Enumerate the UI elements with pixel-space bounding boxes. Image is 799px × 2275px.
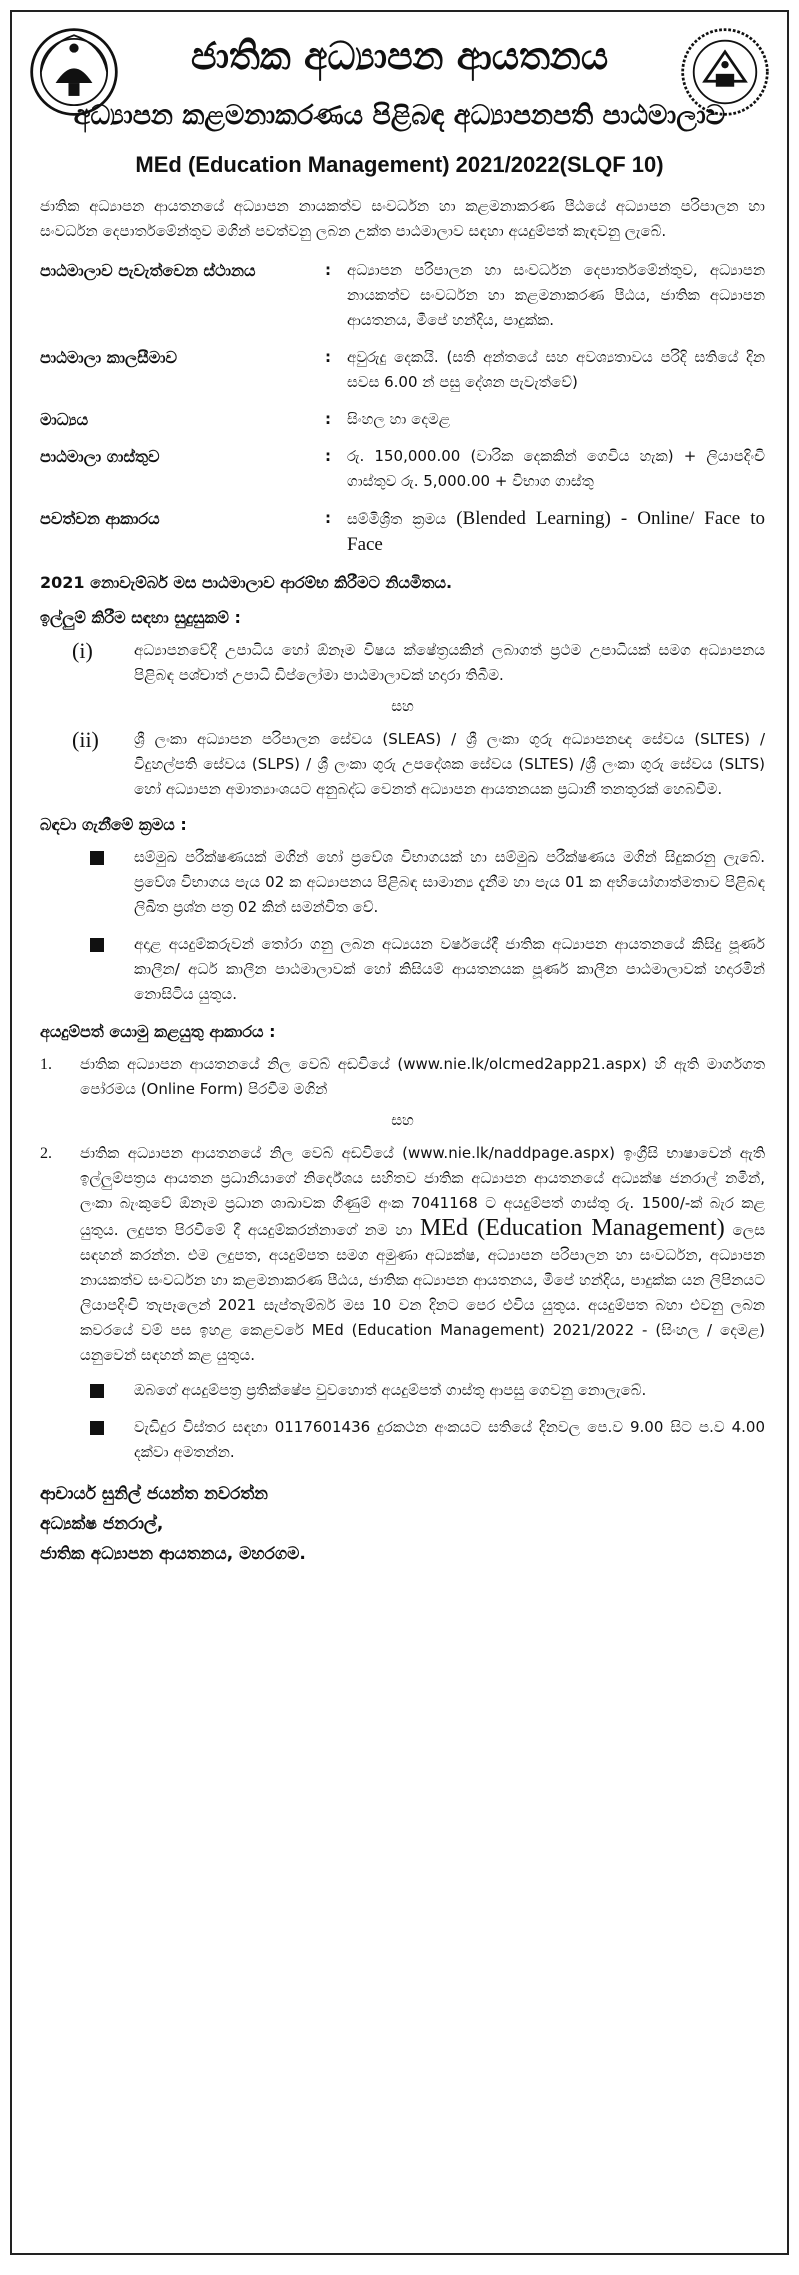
- colon: :: [325, 447, 331, 465]
- detail-value: [347, 506, 765, 558]
- item-number: 1.: [40, 1056, 52, 1073]
- detail-row-fee: [40, 444, 765, 494]
- program-title-en: MEd (Education Management) 2021/2022(SLQF 10): [135, 152, 664, 177]
- item-text: වැඩිදුර විස්තර සඳහා 0117601436 දුරකථන අංකයට සතියේ දිනවල පෙ.ව 9.00 සිට ප.ව 4.00 දක්වා අමතන්න.: [134, 1418, 765, 1461]
- notice-body: [40, 194, 765, 1569]
- notice-page: [10, 10, 789, 2255]
- delivery-mode-si: සම්මිශ්‍රිත ක්‍රමය: [347, 510, 447, 528]
- application-item: [40, 1141, 765, 1368]
- detail-row-duration: [40, 345, 765, 395]
- square-bullet-icon: [90, 1421, 104, 1435]
- item-number: (i): [72, 638, 93, 663]
- signature-block: [40, 1479, 765, 1569]
- application-heading: අයදුම්පත් යොමු කළයුතු ආකාරය :: [40, 1022, 276, 1041]
- item-text: ජාතික අධ්‍යාපන ආයතනයේ නිල වෙබ් අඩවියේ (www.nie.lk/olcmed2app21.aspx) හි ඇති මාර්ගගත පෝරමය (Online Form) පිරවීම මගින්: [80, 1055, 765, 1098]
- item-text-part: ජාතික අධ්‍යාපන ආයතනයේ නිල වෙබ් අඩවියේ (www.nie.lk/naddpage.aspx) ඉංග්‍රීසි භාෂාවෙන් ඇති ඉල්ලුම්පත්‍රය ආයතන ප්‍රධානියාගේ නිර්දේශය සහිතව ජාතික අධ්‍යාපන ආයතනයේ අධ්‍යක්ෂ ජනරාල් නමින්, ලංකා බැංකුවේ ඕනෑම ප්‍රධාන ශාඛාවක ගිණුම් අංක 7041168 ට අයදුම්පත් ගාස්තු රු. 1500/-ක් බැර කළ යුතුය. ලදුපත පිරවීමේ දී අයදුම්කරන්නාගේ නම හා: [80, 1144, 765, 1239]
- signatory-title: අධ්‍යක්ෂ ජනරාල්,: [40, 1514, 164, 1534]
- selection-heading: බඳවා ගැනීමේ ක්‍රමය :: [40, 815, 187, 834]
- square-bullet-icon: [90, 851, 104, 865]
- note-item: [90, 1378, 765, 1403]
- program-name-inline: MEd (Education Management): [420, 1215, 725, 1241]
- detail-label: පාඨමාලා කාලසීමාව: [40, 348, 177, 367]
- selection-item: [90, 932, 765, 1007]
- item-text: ශ්‍රී ලංකා අධ්‍යාපන පරිපාලන සේවය (SLEAS) / ශ්‍රී ලංකා ගුරු අධ්‍යාපනඥ සේවය (SLTES) / විදුහල්පති සේවය (SLPS) / ශ්‍රී ලංකා ගුරු උපදේශක සේවය (SLTES) /ශ්‍රී ලංකා ගුරු සේවය (SLTS) හෝ අධ්‍යාපන අමාත්‍යාංශයට අනුබද්ධ වෙනත් අධ්‍යාපන ආයතනයක ප්‍රධානී තනතුරක් හෙබවීම.: [134, 730, 765, 798]
- item-text: අදාළ අයදුම්කරුවන් තෝරා ගනු ලබන අධ්‍යයන වර්ෂයේදී ජාතික අධ්‍යාපන ආයතනයේ කිසිදු පූර්ණ කාලීන/ අර්ධ කාලීන පාඨමාලාවක් හෝ කිසියම් ආයතනයක පූර්ණ කාලීන පාඨමාලාවක් හදාරමින් නොසිටිය යුතුය.: [134, 935, 765, 1003]
- institute-title: ජාතික අධ්‍යාපන ආයතනය: [190, 34, 609, 78]
- square-bullet-icon: [90, 938, 104, 952]
- detail-value: අවුරුදු දෙකයි. (සති අන්තයේ සහ අවශ්‍යතාවය පරිදි සතියේ දින සවස 6.00 න් පසු දේශන පැවැත්වේ): [347, 348, 765, 391]
- item-text: ඔබගේ අයදුම්පත්‍ර ප්‍රතික්ෂේප වුවහොත් අයදුම්පත් ගාස්තු ආපසු ගෙවනු නොලැබේ.: [134, 1381, 647, 1399]
- item-number: 2.: [40, 1145, 52, 1162]
- detail-row-delivery: [40, 506, 765, 558]
- item-number: (ii): [72, 727, 99, 752]
- colon: :: [325, 509, 331, 527]
- detail-row-medium: [40, 407, 765, 432]
- detail-label: පාඨමාලා ගාස්තුව: [40, 447, 160, 466]
- detail-value: රු. 150,000.00 (වාරික දෙකකින් ගෙවිය හැක) + ලියාපදිංචි ගාස්තුව රු. 5,000.00 + විභාග ගාස්තු: [347, 447, 765, 490]
- colon: :: [325, 410, 331, 428]
- eligibility-heading: ඉල්ලුම් කිරීම සඳහා සුදුසුකම් :: [40, 608, 241, 627]
- and-separator: සහ: [391, 697, 414, 715]
- intro-paragraph: ජාතික අධ්‍යාපන ආයතනයේ අධ්‍යාපන නායකත්ව සංවර්ධන හා කළමනාකරණ පීඨයේ අධ්‍යාපන පරිපාලන හා සංවර්ධන දෙපාර්තමේන්තුව මගින් පවත්වනු ලබන උක්ත පාඨමාලාව සඳහා අයදුම්පත් කැඳවනු ලැබේ.: [40, 197, 765, 240]
- note-item: [90, 1415, 765, 1465]
- detail-value: අධ්‍යාපන පරිපාලන හා සංවර්ධන දෙපාර්තමේන්තුව, අධ්‍යාපන නායකත්ව සංවර්ධන හා කළමනාකරණ පීඨය, ජාතික අධ්‍යාපන ආයතනය, මීපේ හන්දිය, පාදුක්ක.: [347, 261, 765, 329]
- detail-label: මාධ්‍යය: [40, 410, 89, 429]
- commence-note: 2021 නොවැම්බර් මස පාඨමාලාව ආරම්භ කිරීමට නියමිතය.: [40, 573, 453, 592]
- signatory-name: ආචාර්ය සුනිල් ජයන්ත නවරත්න: [40, 1484, 268, 1504]
- application-item: [40, 1052, 765, 1102]
- detail-label: පවත්වන ආකාරය: [40, 509, 160, 528]
- square-bullet-icon: [90, 1384, 104, 1398]
- signatory-org: ජාතික අධ්‍යාපන ආයතනය, මහරගම.: [40, 1544, 306, 1564]
- and-separator: සහ: [391, 1111, 414, 1129]
- detail-value: සිංහල හා දෙමළ: [347, 410, 451, 428]
- eligibility-item: [72, 638, 765, 688]
- item-text: අධ්‍යාපනවේදී උපාධිය හෝ ඕනෑම විෂය ක්ෂේත්‍රයකින් ලබාගත් ප්‍රථම උපාධියක් සමග අධ්‍යාපනය පිළිබඳ පශ්චාත් උපාධි ඩිප්ලෝමා පාඨමාලාවක් හදාරා තිබීම.: [134, 641, 765, 684]
- colon: :: [325, 261, 331, 279]
- eligibility-item: [72, 727, 765, 802]
- item-text: සම්මුඛ පරීක්ෂණයක් මගින් හෝ ප්‍රවේශ විභාගයක් හා සම්මුඛ පරීක්ෂණය මගින් සිදුකරනු ලැබේ. ප්‍රවේශ විභාගය පැය 02 ක අධ්‍යාපනය පිළිබඳ සාමාන්‍ය දැනීම හා පැය 01 ක අභියෝගාත්මතාව පිළිබඳ ලිඛිත ප්‍රශ්න පත්‍ර 02 කින් සමන්විත වේ.: [134, 848, 765, 916]
- item-text: [80, 1141, 765, 1368]
- detail-label: පාඨමාලාව පැවැත්වෙන ස්ථානය: [40, 261, 256, 280]
- detail-row-venue: [40, 258, 765, 333]
- program-title-si: අධ්‍යාපන කළමනාකරණය පිළිබඳ අධ්‍යාපනපති පාඨමාලාව: [73, 100, 726, 131]
- item-text-part: ලෙස සඳහන් කරන්න. එම ලදුපත, අයදුම්පත සමග අමුණා අධ්‍යක්ෂ, අධ්‍යාපන පරිපාලන හා සංවර්ධන, අධ්‍යාපන නායකත්ව සංවර්ධන හා කළමනාකරණ පීඨය, ජාතික අධ්‍යාපන ආයතනය, මීපේ හන්දිය, පාදුක්ක යන ලිපිනයට ලියාපදිංචි තැපෑලෙන් 2021 සැප්තැම්බර් මස 10 වන දිනට පෙර එවිය යුතුය. අයදුම්පත බහා එවනු ලබන කවරයේ වම් පස ඉහළ කෙළවරේ MEd (Education Management) 2021/2022 - (සිංහල / දෙමළ) යනුවෙන් සඳහන් කළ යුතුය.: [80, 1221, 765, 1364]
- colon: :: [325, 348, 331, 366]
- selection-item: [90, 845, 765, 920]
- delivery-mode-en: (Blended Learning) - Online/ Face to Face: [347, 508, 766, 555]
